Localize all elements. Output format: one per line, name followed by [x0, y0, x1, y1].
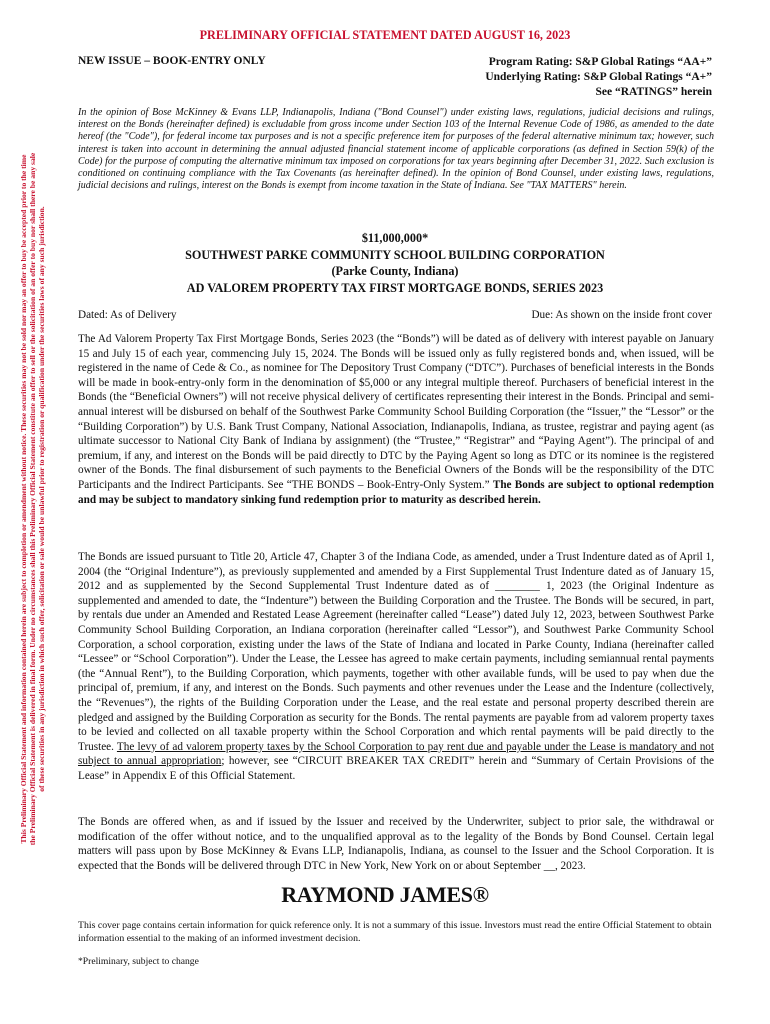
county-name: (Parke County, Indiana) [331, 264, 459, 278]
security-paragraph [78, 550, 714, 784]
new-issue-label: NEW ISSUE – BOOK-ENTRY ONLY [78, 55, 266, 67]
cover-page-note: This cover page contains certain information for quick reference only. It is not a summary of this issue. Investors must read the entire Official Statement to obtain information essential to the making of an informed investment decision. [78, 920, 712, 944]
ratings-reference: See “RATINGS” herein [595, 86, 712, 98]
p2-tail: ; however, see “CIRCUIT BREAKER TAX CREDIT” herein and “Summary of Certain Provisions of the Lease” in Appendix E of this Official Statement. [78, 755, 714, 782]
dated-label: Dated: As of Delivery [78, 309, 177, 321]
offering-paragraph: The Bonds are offered when, as and if issued by the Issuer and received by the Underwriter, subject to prior sale, the withdrawal or modification of the offer without notice, and to the unqualified approval as to the legality of the Bonds by Bond Counsel. Certain legal matters will pass upon by Bose McKinney & Evans LLP, Indianapolis, Indiana, as counsel to the Issuer and the School Corporation. It is expected that the Bonds will be delivered through DTC in New York, New York on or about September __, 2023. [78, 816, 714, 872]
redemption-statement: The Bonds are subject to optional redemption and may be subject to mandatory sinking fund redemption prior to maturity as described herein. [78, 478, 714, 506]
bond-series-title: AD VALOREM PROPERTY TAX FIRST MORTGAGE BONDS, SERIES 2023 [186, 280, 604, 295]
sidebar-line-1: This Preliminary Official Statement and information contained herein are subject to completion or amendment without notice. These securities may not be sold nor may an offer to buy be accepted prior to the time [19, 154, 28, 844]
underlying-rating: Underlying Rating: S&P Global Ratings “A+” [485, 71, 712, 83]
bonds-description-paragraph [78, 332, 714, 507]
due-label: Due: As shown on the inside front cover [531, 309, 712, 321]
program-rating: Program Rating: S&P Global Ratings “AA+” [488, 56, 712, 68]
issuer-name: SOUTHWEST PARKE COMMUNITY SCHOOL BUILDING CORPORATION [185, 247, 605, 262]
raymond-james-logo: RAYMOND JAMES® [281, 882, 489, 907]
sidebar-disclaimer [19, 29, 49, 969]
bond-amount: $11,000,000* [361, 231, 429, 245]
bond-counsel-opinion: In the opinion of Bose McKinney & Evans LLP, Indianapolis, Indiana ("Bond Counsel") under existing laws, regulations, judicial decisions and rulings, interest on the Bonds (hereinafter defined) is excludable from gross income under Section 103 of the Internal Revenue Code of 1986, as amended to the date hereof (the "Code"), for federal income tax purposes and is not a specific preference item for purposes of the federal alternative minimum tax; however, such interest is taken into account in determining the annual adjusted financial statement income of applicable corporations (as defined in Section 59(k) of the Code) for the purpose of computing the alternative minimum tax imposed on corporations for tax years beginning after December 31, 2022. Such exclusion is conditioned on continuing compliance with the Tax Covenants (as hereinafter defined). In the opinion of Bond Counsel, under existing laws, regulations, judicial decisions and rulings, interest on the Bonds is exempt from income taxation in the State of Indiana. See "TAX MATTERS" herein. [78, 107, 714, 192]
ratings-block [485, 55, 712, 100]
preliminary-footnote: *Preliminary, subject to change [78, 956, 199, 967]
sidebar-line-3: of these securities in any jurisdiction in which such offer, solicitation or sale would be unlawful prior to registration or qualification under the securities laws of any such jurisdiction. [37, 206, 47, 792]
bond-title-block [0, 230, 770, 296]
p1-text: The Ad Valorem Property Tax First Mortgage Bonds, Series 2023 (the “Bonds”) will be dated as of delivery with interest payable on January 15 and July 15 of each year, commencing July 15, 2024. The Bonds will be issued only as fully registered bonds and, when issued, will be registered in the name of Cede & Co., as nominee for The Depository Trust Company (“DTC”). Purchases of beneficial interests in the Bonds will be made in book-entry-only form in the denomination of $5,000 or any integral multiple thereof. Purchasers of beneficial interest in the Bonds (the “Beneficial Owners”) will not receive physical delivery of certificates representing their interest in the Bonds. Principal and semi-annual interest will be disbursed on behalf of the Southwest Parke Community School Building Corporation (the “Issuer,” the “Lessor” or the “Building Corporation”) by U.S. Bank Trust Company, National Association, Indianapolis, Indiana, as trustee, registrar and paying agent (as ultimate successor to National City Bank of Indiana by assignment) (the “Trustee,” “Registrar” and “Paying Agent”). The principal of and premium, if any, and interest on the Bonds will be paid directly to DTC by the Paying Agent so long as DTC or its nominee is the registered owner of the Bonds. The final disbursement of such payments to the Beneficial Owners of the Bonds will be the responsibility of the DTC Participants and the Indirect Participants. See “THE BONDS – Book-Entry-Only System.” [78, 333, 714, 491]
p2-text: The Bonds are issued pursuant to Title 20, Article 47, Chapter 3 of the Indiana Code, as amended, under a Trust Indenture dated as of April 1, 2004 (the “Original Indenture”), as previously supplemented and amended by a First Supplemental Trust Indenture dated as of January 15, 2012 and as supplemented by the Second Supplemental Trust Indenture dated as of ________ 1, 2023 (the Original Indenture as supplemented and amended to date, the “Indenture”) between the Building Corporation and the Trustee. The Bonds will be secured, in part, by rentals due under an Amended and Restated Lease Agreement (hereinafter called “Lease”) dated July 12, 2023, between Southwest Parke Community School Building Corporation, an Indiana corporation (hereinafter called “Lessor”), and Southwest Parke Community School Corporation, a school corporation, existing under the laws of the State of Indiana and located in Parke County, Indiana (hereinafter called “Lessee” or “School Corporation”). Under the Lease, the Lessee has agreed to make certain payments, including semiannual rental payments (the “Annual Rent”), to the Building Corporation, which payments, together with other available funds, will be used to pay when due the principal of, premium, if any, and interest on the Bonds. Such payments and other revenues under the Lease and the Indenture (collectively, the “Revenues”), the rights of the Building Corporation under the Lease, and the real estate and personal property described therein are pledged and assigned by the Building Corporation as security for the Bonds. The rental payments are payable from ad valorem property taxes to be levied and collected on all taxable property within the School Corporation and which rental payments will be paid directly to the Trustee. [78, 551, 714, 753]
preliminary-heading: PRELIMINARY OFFICIAL STATEMENT DATED AUGUST 16, 2023 [199, 28, 571, 42]
sidebar-line-2: the Preliminary Official Statement is delivered in final form. Under no circumstances shall this Preliminary Official Statement constitute an offer to sell or the solicitation of an offer to buy nor shall there be any sale [28, 152, 38, 846]
mandatory-levy-statement: The levy of ad valorem property taxes by the School Corporation to pay rent due and payable under the Lease is mandatory and not subject to annual appropriation [78, 740, 715, 768]
